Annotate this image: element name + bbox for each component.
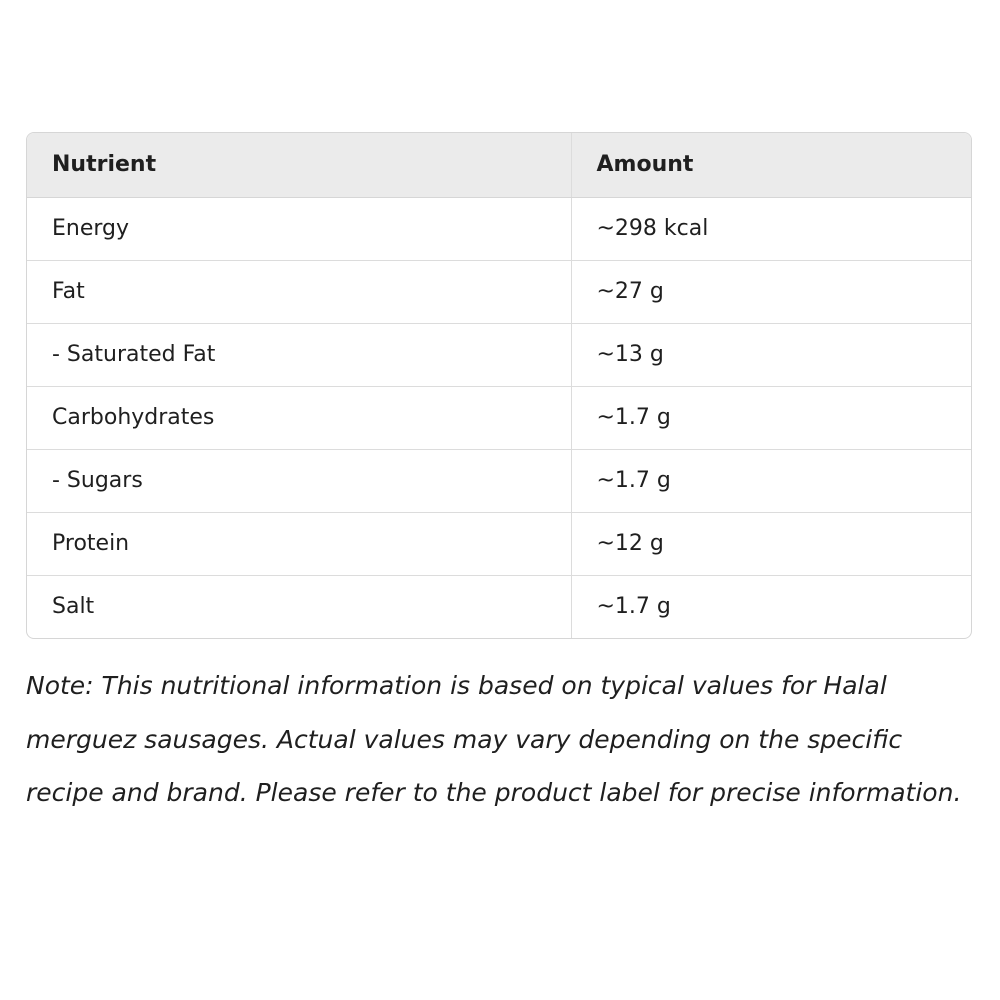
table-row [27,575,971,638]
nutrient-cell: - Saturated Fat [27,323,571,386]
nutrient-cell: Salt [27,575,571,638]
amount-cell: ~27 g [571,260,971,323]
amount-cell: ~1.7 g [571,386,971,449]
table-row [27,386,971,449]
table-row [27,512,971,575]
disclaimer-note: Note: This nutritional information is based on typical values for Halal merguez sausages. Actual values may vary depending on the specific recipe and brand. Please refer to the product label for precise information. [26,671,962,807]
table-row [27,449,971,512]
nutrition-table-container [26,132,972,639]
header-nutrient: Nutrient [27,133,571,197]
table-row [27,323,971,386]
nutrition-table [27,133,971,638]
amount-cell: ~1.7 g [571,449,971,512]
amount-cell: ~13 g [571,323,971,386]
nutrient-cell: Fat [27,260,571,323]
header-row [27,133,971,197]
amount-cell: ~12 g [571,512,971,575]
amount-cell: ~298 kcal [571,197,971,260]
nutrient-cell: Protein [27,512,571,575]
table-header [27,133,971,197]
nutrient-cell: Carbohydrates [27,386,571,449]
table-row [27,260,971,323]
header-amount: Amount [571,133,971,197]
nutrient-cell: Energy [52,216,130,241]
table-row [27,197,971,260]
nutrient-cell: - Sugars [27,449,571,512]
table-body [27,197,971,638]
amount-cell: ~1.7 g [571,575,971,638]
